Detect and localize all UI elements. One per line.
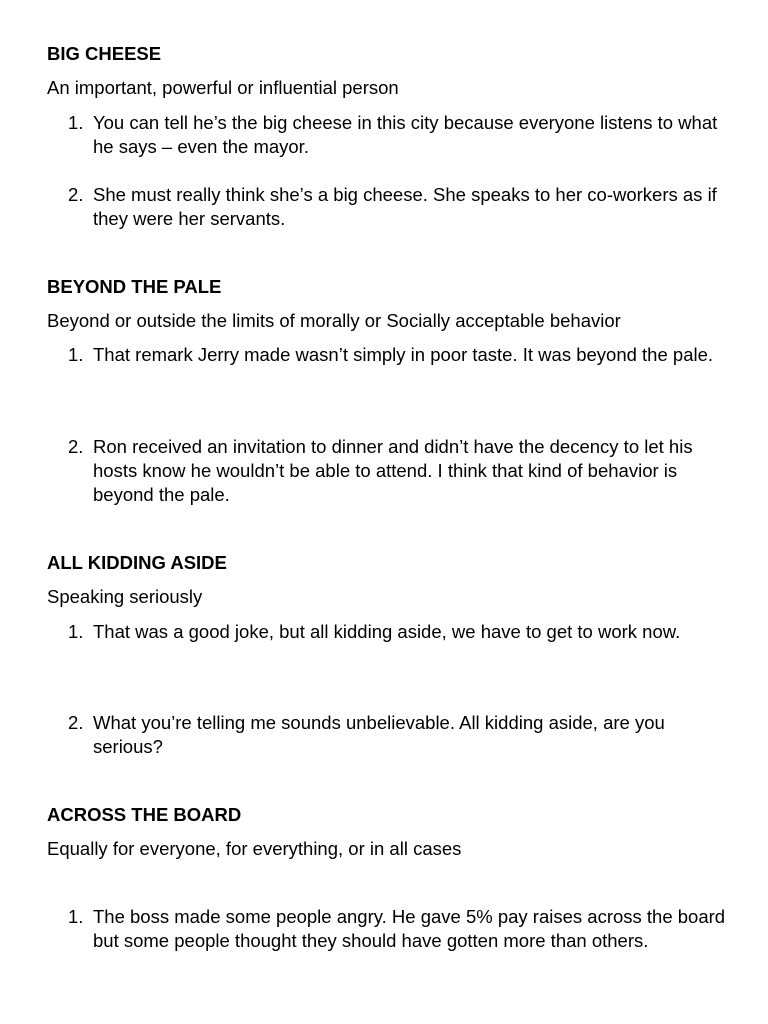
example-item bbox=[68, 435, 738, 507]
example-number: 1. bbox=[68, 621, 84, 642]
example-item bbox=[68, 905, 738, 953]
example-text: The boss made some people angry. He gave 5% pay raises across the board but some people thought they should have gotten more than others. bbox=[93, 906, 726, 951]
idiom-big-cheese bbox=[47, 42, 738, 242]
example-text: Ron received an invitation to dinner and didn’t have the decency to let his hosts know he wouldn’t be able to attend. I think that kind of behavior is beyond the pale. bbox=[93, 436, 693, 505]
example-item bbox=[68, 620, 738, 644]
example-text: You can tell he’s the big cheese in this city because everyone listens to what he says – even the mayor. bbox=[93, 112, 718, 157]
example-number: 2. bbox=[68, 712, 84, 733]
idiom-title: BEYOND THE PALE bbox=[47, 276, 222, 297]
example-number: 2. bbox=[68, 436, 84, 457]
example-text: That was a good joke, but all kidding aside, we have to get to work now. bbox=[93, 621, 681, 642]
example-number: 1. bbox=[68, 344, 84, 365]
idiom-beyond-the-pale bbox=[47, 275, 738, 515]
idiom-title: ACROSS THE BOARD bbox=[47, 804, 242, 825]
example-item bbox=[68, 343, 738, 367]
idiom-title: ALL KIDDING ASIDE bbox=[47, 552, 227, 573]
example-item bbox=[68, 711, 738, 759]
idiom-definition: An important, powerful or influential person bbox=[47, 77, 399, 98]
idiom-definition: Equally for everyone, for everything, or in all cases bbox=[47, 838, 462, 859]
example-number: 1. bbox=[68, 112, 84, 133]
idiom-title: BIG CHEESE bbox=[47, 43, 162, 64]
idiom-all-kidding-aside bbox=[47, 551, 738, 771]
example-item bbox=[68, 111, 738, 159]
idiom-definition: Speaking seriously bbox=[47, 586, 203, 607]
example-text: That remark Jerry made wasn’t simply in poor taste. It was beyond the pale. bbox=[93, 344, 714, 365]
example-text: She must really think she’s a big cheese. She speaks to her co-workers as if they were her servants. bbox=[93, 184, 717, 229]
example-number: 2. bbox=[68, 184, 84, 205]
idiom-definition: Beyond or outside the limits of morally or Socially acceptable behavior bbox=[47, 310, 621, 331]
example-text: What you’re telling me sounds unbelievable. All kidding aside, are you serious? bbox=[93, 712, 665, 757]
idiom-across-the-board bbox=[47, 803, 738, 993]
example-number: 1. bbox=[68, 906, 84, 927]
example-item bbox=[68, 183, 738, 231]
